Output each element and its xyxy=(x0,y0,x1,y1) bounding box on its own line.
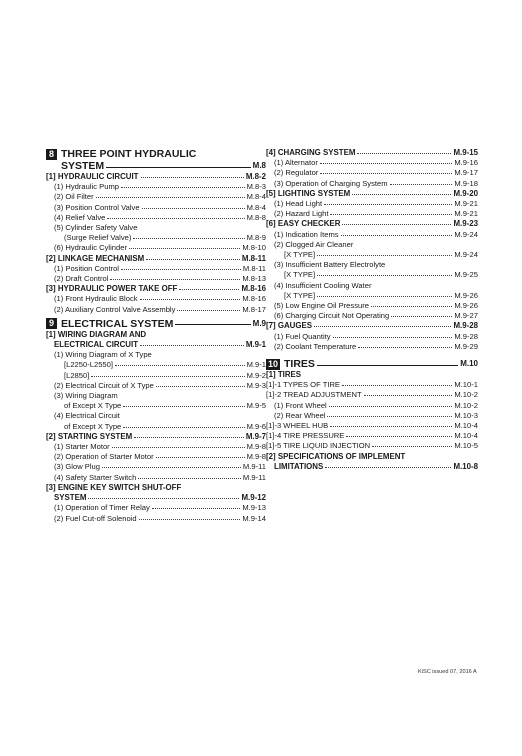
toc-entry-label: [3] ENGINE KEY SWITCH SHUT-OFF xyxy=(46,482,182,492)
heading-rule xyxy=(175,324,250,325)
toc-entry[interactable]: (2) Draft Control M.8-13 xyxy=(54,274,266,284)
toc-entry[interactable]: (4) Safety Starter Switch M.9-11 xyxy=(54,472,266,482)
toc-entry[interactable]: (2) Operation of Starter Motor M.9-8 xyxy=(54,452,266,462)
toc-entry[interactable]: [4] CHARGING SYSTEM M.9-15 xyxy=(266,148,478,157)
toc-entry[interactable]: (Surge Relief Valve) M.8-9 xyxy=(64,233,266,243)
toc-entry-label: (4) Electrical Circuit xyxy=(54,411,120,421)
toc-entry[interactable]: ELECTRICAL CIRCUIT M.9-1 xyxy=(54,340,266,350)
toc-entry[interactable]: (2) Hazard Light M.9-21 xyxy=(274,209,478,219)
toc-entry[interactable]: [1]-4 TIRE PRESSURE M.10-4 xyxy=(266,431,478,441)
toc-entry[interactable]: [X TYPE] M.9-26 xyxy=(284,290,478,300)
toc-entry[interactable]: [L2250-L2550] M.9-1 xyxy=(64,360,266,370)
toc-entry[interactable]: [3] HYDRAULIC POWER TAKE OFF M.8-16 xyxy=(46,284,266,294)
toc-entry[interactable]: (6) Hydraulic Cylinder M.8-10 xyxy=(54,243,266,253)
toc-entry[interactable]: (6) Charging Circuit Not Operating M.9-27 xyxy=(274,311,478,321)
chapter-heading xyxy=(266,358,478,370)
chapter-10-tires xyxy=(266,358,478,472)
toc-entry[interactable]: [1] HYDRAULIC CIRCUIT M.8-2 xyxy=(46,172,266,181)
toc-entry[interactable]: [1]-5 TIRE LIQUID INJECTION M.10-5 xyxy=(266,441,478,451)
chapter-title-cont: SYSTEM xyxy=(61,160,105,172)
toc-entry[interactable]: of Except X Type M.9-5 xyxy=(64,401,266,411)
toc-entry[interactable]: [X TYPE] M.9-25 xyxy=(284,270,478,280)
chapter-9-electrical xyxy=(46,318,266,524)
toc-entry-label: [2] SPECIFICATIONS OF IMPLEMENT xyxy=(266,451,406,461)
toc-entry[interactable]: [X TYPE] M.9-24 xyxy=(284,250,478,260)
toc-entry[interactable]: (2) Oil Filter M.8-4 xyxy=(54,192,266,202)
chapter-page: M.10 xyxy=(460,359,478,369)
toc-entry[interactable]: [1]-2 TREAD ADJUSTMENT M.10-2 xyxy=(266,390,478,400)
toc-entry-label: (4) Insufficient Cooling Water xyxy=(274,280,372,290)
toc-entry[interactable]: (5) Low Engine Oil Pressure M.9-26 xyxy=(274,301,478,311)
toc-entry-label: (3) Wiring Diagram xyxy=(54,391,118,401)
toc-entry[interactable]: [1]-1 TYPES OF TIRE M.10-1 xyxy=(266,380,478,390)
toc-entry[interactable]: (1) Position Control M.8-11 xyxy=(54,263,266,273)
toc-entry[interactable]: [6] EASY CHECKER M.9-23 xyxy=(266,219,478,229)
chapter-page: M.8 xyxy=(252,161,266,170)
toc-entry[interactable]: (2) Rear Wheel M.10-3 xyxy=(274,410,478,420)
chapter-9-electrical-cont xyxy=(266,148,478,352)
toc-entry[interactable]: (1) Hydraulic Pump M.8-3 xyxy=(54,182,266,192)
chapter-number-badge: 10 xyxy=(267,358,278,369)
toc-entry[interactable]: (3) Operation of Charging System M.9-18 xyxy=(274,178,478,188)
toc-entry[interactable]: (3) Glow Plug M.9-11 xyxy=(54,462,266,472)
chapter-title: ELECTRICAL SYSTEM xyxy=(61,317,174,330)
chapter-page: M.9 xyxy=(252,318,266,328)
toc-entry[interactable]: (2) Electrical Circuit of X Type M.9-3 xyxy=(54,380,266,390)
toc-entry-label: (1) Wiring Diagram of X Type xyxy=(54,350,152,360)
toc-entry[interactable]: [2] LINKAGE MECHANISM M.8-11 xyxy=(46,253,266,263)
toc-entry-label: [1] WIRING DIAGRAM AND xyxy=(46,329,147,339)
toc-entry[interactable]: [1]-3 WHEEL HUB M.10-4 xyxy=(266,421,478,431)
toc-entry[interactable]: [7] GAUGES M.9-28 xyxy=(266,321,478,331)
issue-footer: KiSC issued 07, 2016 A xyxy=(418,669,477,675)
toc-entry[interactable]: [2] STARTING SYSTEM M.9-7 xyxy=(46,431,266,441)
toc-entry[interactable]: (3) Position Control Valve M.8-4 xyxy=(54,202,266,212)
chapter-title: TIRES xyxy=(284,358,315,371)
chapter-title: THREE POINT HYDRAULIC xyxy=(61,148,197,160)
toc-entry[interactable]: (1) Front Wheel M.10-2 xyxy=(274,400,478,410)
toc-entry[interactable]: (1) Starter Motor M.9-8 xyxy=(54,442,266,452)
toc-entry[interactable]: (1) Fuel Quantity M.9-28 xyxy=(274,331,478,341)
toc-right-column xyxy=(266,148,478,473)
toc-entry[interactable]: (1) Head Light M.9-21 xyxy=(274,199,478,209)
chapter-heading-line2 xyxy=(46,160,266,172)
toc-entry[interactable]: (1) Front Hydraulic Block M.8-16 xyxy=(54,294,266,304)
toc-entry[interactable]: LIMITATIONS M.10-8 xyxy=(274,461,478,471)
chapter-heading xyxy=(46,318,266,330)
toc-entry[interactable]: SYSTEM M.9-12 xyxy=(54,493,266,503)
toc-left-column xyxy=(46,148,266,525)
toc-entry-label: (3) Insufficient Battery Electrolyte xyxy=(274,260,386,270)
chapter-number-badge: 9 xyxy=(46,318,57,329)
toc-entry[interactable]: (2) Coolant Temperature M.9-29 xyxy=(274,341,478,351)
heading-rule xyxy=(317,365,458,366)
toc-entry[interactable]: (2) Fuel Cut-off Solenoid M.9-14 xyxy=(54,513,266,523)
toc-entry[interactable]: (1) Alternator M.9-16 xyxy=(274,158,478,168)
chapter-number-badge: 8 xyxy=(46,149,57,160)
chapter-8-hydraulic xyxy=(46,148,266,315)
toc-entry[interactable]: [5] LIGHTING SYSTEM M.9-20 xyxy=(266,188,478,198)
toc-entry-label: [1] TIRES xyxy=(266,370,302,380)
toc-entry-label: (5) Cylinder Safety Valve xyxy=(54,223,138,233)
chapter-heading xyxy=(46,148,266,160)
toc-entry[interactable]: of Except X Type M.9-6 xyxy=(64,421,266,431)
toc-entry[interactable]: [L2850] M.9-2 xyxy=(64,370,266,380)
toc-entry-label: (2) Clogged Air Cleaner xyxy=(274,239,354,249)
toc-entry[interactable]: (1) Operation of Timer Relay M.9-13 xyxy=(54,503,266,513)
toc-entry[interactable]: (2) Auxiliary Control Valve Assembly M.8-17 xyxy=(54,304,266,314)
toc-entry[interactable]: (1) Indication Items M.9-24 xyxy=(274,229,478,239)
toc-entry[interactable]: (2) Regulator M.9-17 xyxy=(274,168,478,178)
toc-entry[interactable]: (4) Relief Valve M.8-8 xyxy=(54,212,266,222)
heading-rule xyxy=(106,167,250,168)
